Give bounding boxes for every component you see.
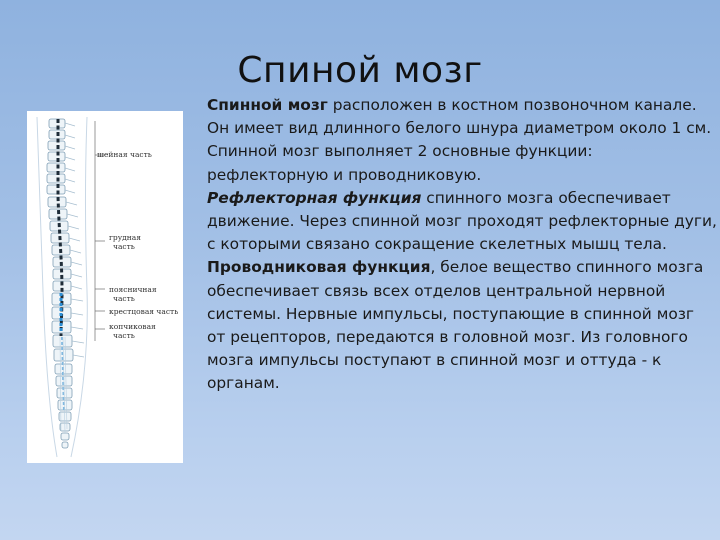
spinal-cord-illustration	[27, 111, 183, 463]
term-spinal-cord: Спинной мозг	[207, 96, 328, 114]
label-thoracic-2: часть	[113, 242, 135, 251]
conduction-text: , белое вещество спинного мозга обеспечивает связь всех отделов центральной нервной системы. Нервные импульсы, поступающие в спинной мозг от рецепторов, передаются в головной мозг. Из головного мозга импульсы поступают в спинной мозг и оттуда - к органам.	[207, 258, 704, 393]
reflex-text: спинного мозга обеспечивает движение. Через спинной мозг проходят рефлекторные дуги, с которыми связано сокращение скелетных мышц тела.	[207, 188, 717, 254]
paragraph-reflex	[207, 187, 717, 257]
paragraph-intro	[207, 94, 717, 140]
label-cervical: шейная часть	[97, 150, 152, 159]
spine-diagram	[27, 111, 183, 463]
label-coccygeal-1: копчиковая	[109, 322, 156, 331]
slide-body-text	[207, 94, 717, 396]
intro-text: расположен в костном позвоночном канале. Он имеет вид длинного белого шнура диаметром около 1 см.	[207, 96, 712, 138]
paragraph-functions: Спинной мозг выполняет 2 основные функции: рефлекторную и проводниковую.	[207, 142, 593, 184]
label-lumbar-2: часть	[113, 294, 135, 303]
label-lumbar-1: поясничная	[109, 285, 157, 294]
paragraph-conduction	[207, 256, 717, 395]
term-conduction-function: Проводниковая функция	[207, 258, 431, 277]
slide-title: Спиной мозг	[237, 50, 483, 91]
vertebrae	[47, 119, 73, 448]
label-thoracic-1: грудная	[109, 233, 141, 242]
label-sacral: крестцовая часть	[109, 307, 179, 316]
label-coccygeal-2: часть	[113, 331, 135, 340]
term-reflex-function: Рефлекторная функция	[207, 188, 422, 207]
